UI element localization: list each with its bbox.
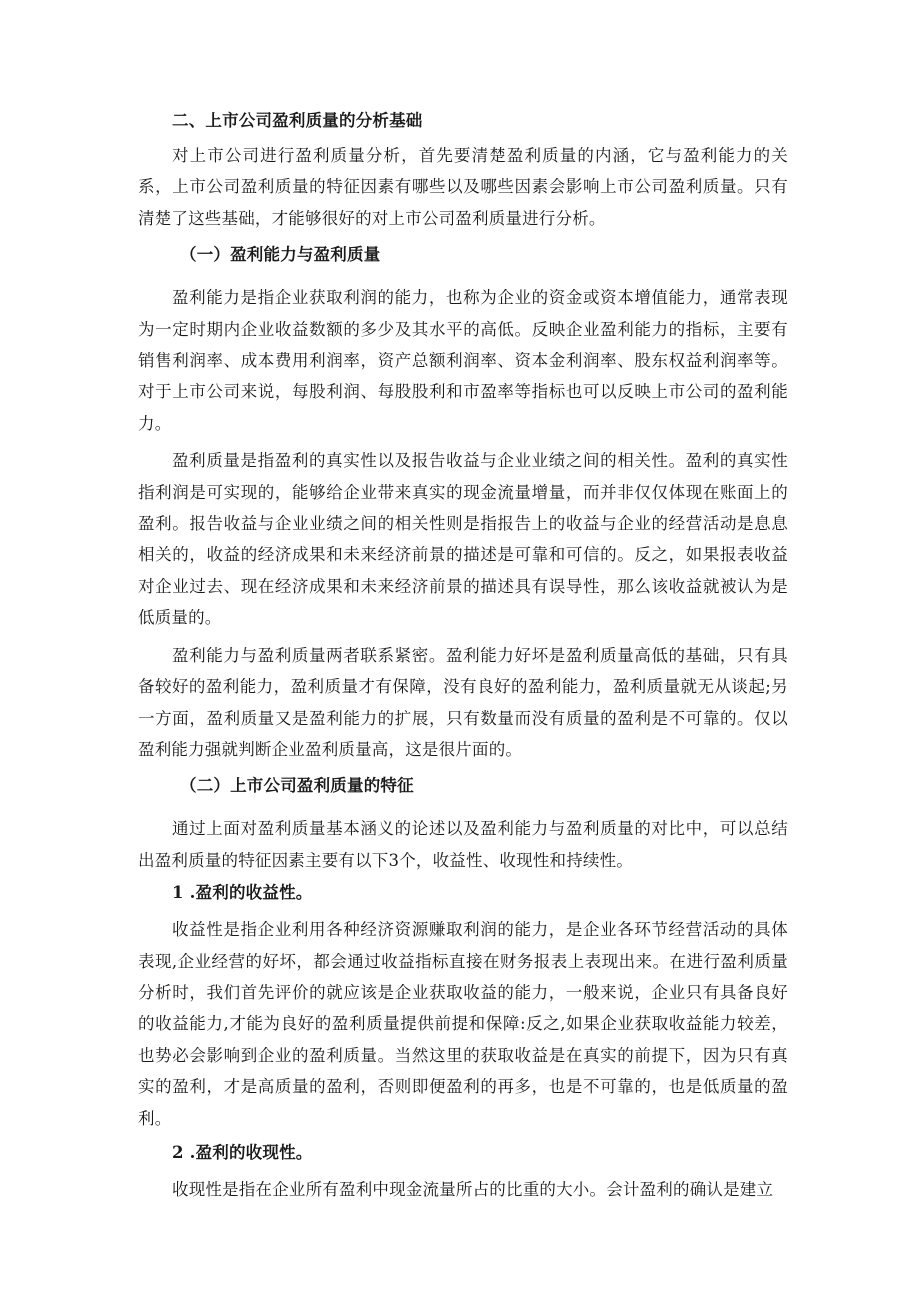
- subsection-heading-profitability: （一）盈利能力与盈利质量: [180, 245, 381, 265]
- subsection-heading-characteristics: （二）上市公司盈利质量的特征: [180, 776, 414, 796]
- paragraph-characteristics-summary: 通过上面对盈利质量基本涵义的论述以及盈利能力与盈利质量的对比中，可以总结出盈利质量的特征因素主要有以下3个，收益性、收现性和持续性。: [138, 819, 788, 870]
- section-intro-paragraph: 对上市公司进行盈利质量分析，首先要清楚盈利质量的内涵，它与盈利能力的关系，上市公司盈利质量的特征因素有哪些以及哪些因素会影响上市公司盈利质量。只有清楚了这些基础，才能够很好的对上市公司盈利质量进行分析。: [138, 146, 788, 228]
- item-heading-cash-realization: 2 .盈利的收现性。: [172, 1142, 313, 1162]
- paragraph-profitability-definition: 盈利能力是指企业获取利润的能力，也称为企业的资金或资本增值能力，通常表现为一定时期内企业收益数额的多少及其水平的高低。反映企业盈利能力的指标，主要有销售利润率、成本费用利润率，资产总额利润率、资本金利润率、股东权益利润率等。对于上市公司来说，每股利润、每股股利和市盈率等指标也可以反映上市公司的盈利能力。: [138, 288, 788, 433]
- paragraph-profitability-item: 收益性是指企业利用各种经济资源赚取利润的能力，是企业各环节经营活动的具体表现,企业经营的好坏，都会通过收益指标直接在财务报表上表现出来。在进行盈利质量分析时，我们首先评价的就应该是企业获取收益的能力，一般来说，企业只有具备良好的收益能力,才能为良好的盈利质量提供前提和保障:反之,如果企业获取收益能力较差，也势必会影响到企业的盈利质量。当然这里的获取收益是在真实的前提下，因为只有真实的盈利，才是高质量的盈利，否则即便盈利的再多，也是不可靠的，也是低质量的盈利。: [138, 920, 788, 1128]
- paragraph-cash-realization-item: 收现性是指在企业所有盈利中现金流量所占的比重的大小。会计盈利的确认是建立: [172, 1179, 774, 1199]
- paragraph-earnings-quality-definition: 盈利质量是指盈利的真实性以及报告收益与企业业绩之间的相关性。盈利的真实性指利润是可实现的，能够给企业带来真实的现金流量增量，而并非仅仅体现在账面上的盈利。报告收益与企业业绩之间的相关性则是指报告上的收益与企业的经营活动是息息相关的，收益的经济成果和未来经济前景的描述是可靠和可信的。反之，如果报表收益对企业过去、现在经济成果和未来经济前景的描述具有误导性，那么该收益就被认为是低质量的。: [138, 451, 788, 628]
- paragraph-relationship: 盈利能力与盈利质量两者联系紧密。盈利能力好坏是盈利质量高低的基础，只有具备较好的盈利能力，盈利质量才有保障，没有良好的盈利能力，盈利质量就无从谈起;另一方面，盈利质量又是盈利能力的扩展，只有数量而没有质量的盈利是不可靠的。仅以盈利能力强就判断企业盈利质量高，这是很片面的。: [138, 645, 788, 759]
- section-heading: 二、上市公司盈利质量的分析基础: [172, 111, 423, 130]
- item-heading-profitability: 1 .盈利的收益性。: [172, 883, 313, 903]
- document-body: [138, 108, 788, 1211]
